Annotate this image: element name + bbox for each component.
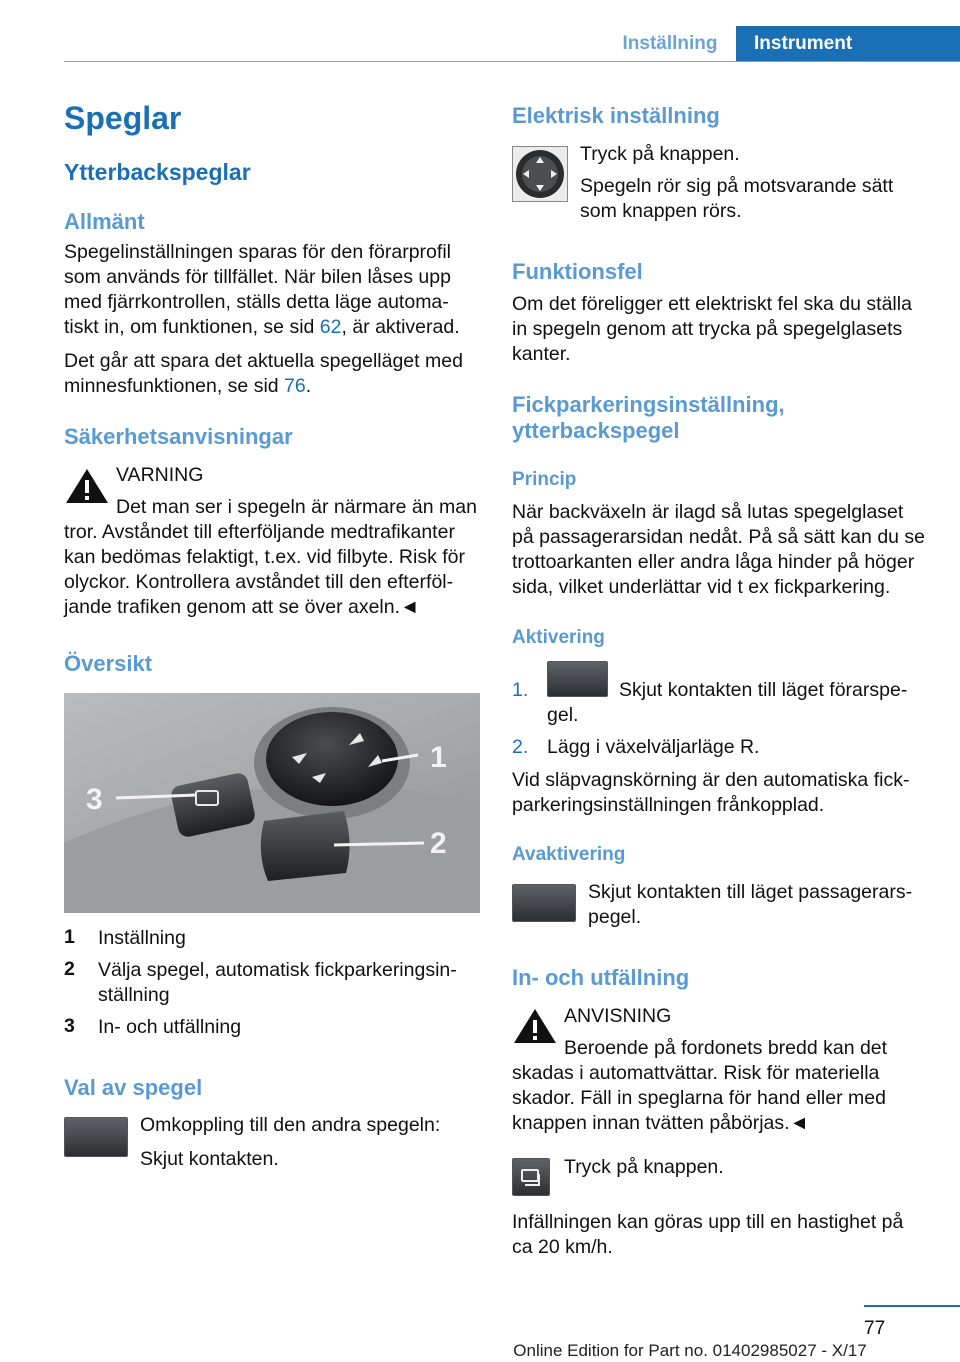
adjust-knob-thumbnail: [512, 146, 568, 202]
text-line: Spegelinställningen sparas för den förarprofil: [64, 241, 451, 263]
legend-number: 2: [64, 958, 75, 980]
elektrisk-text-line: Spegeln rör sig på motsvarande sätt: [580, 175, 894, 197]
text-line: ställning: [98, 984, 170, 1006]
notice-text-line: Beroende på fordonets bredd kan det: [564, 1037, 888, 1059]
text-line: Om det föreligger ett elektriskt fel ska du ställa: [512, 293, 912, 315]
elektrisk-text-line: Tryck på knappen.: [580, 143, 740, 165]
subheading-oversikt: Översikt: [64, 651, 153, 676]
joystick-icon: [513, 147, 567, 201]
edition-note: Online Edition for Part no. 01402985027 - X/17: [513, 1341, 867, 1360]
header-tab-instrument[interactable]: Instrument: [736, 26, 960, 62]
text: .: [305, 375, 312, 397]
text: , är aktiverad.: [341, 316, 460, 338]
subheading-princip: Princip: [512, 469, 577, 490]
step-text-line: gel.: [547, 704, 579, 726]
step-text-line: Skjut kontakten till läget förarspe‐: [619, 679, 908, 701]
text: minnesfunktionen, se sid: [64, 375, 285, 397]
page-link-62[interactable]: 62: [319, 316, 342, 338]
step-number: 2.: [512, 736, 529, 758]
subheading-fickparkering: [512, 392, 785, 444]
mirror-controls-illustration: [64, 693, 480, 913]
callout-line-2: [334, 843, 424, 845]
text-line: När backväxeln är ilagd så lutas spegelglaset: [512, 501, 904, 523]
aktivering-note: [512, 768, 942, 818]
text-line: kanter.: [512, 343, 571, 365]
text-line: Infällningen kan göras upp till en hastighet på: [512, 1211, 904, 1233]
subheading-allmant: Allmänt: [64, 209, 145, 234]
warning-text: [64, 520, 484, 620]
princip-paragraph: [512, 500, 942, 600]
text-line: skadas i automattvättar. Risk för materiella: [512, 1062, 880, 1084]
header-divider: [64, 61, 960, 62]
text-line: olyckor. Kontrollera avståndet till den efterföl‐: [64, 571, 454, 593]
page-number: 77: [864, 1318, 886, 1339]
legend-text: In- och utfällning: [98, 1016, 242, 1038]
warning-text-line: Det man ser i spegeln är närmare än man: [116, 496, 477, 518]
val-text-line: Omkoppling till den andra spegeln:: [140, 1114, 441, 1136]
step-number: 1.: [512, 679, 529, 701]
switch-driver-icon: [547, 661, 608, 697]
text-line: knappen innan tvätten påbörjas.◄: [512, 1112, 809, 1134]
heading-line: ytterbackspegel: [512, 418, 680, 443]
text-line: tror. Avståndet till efterföljande medtrafikanter: [64, 521, 455, 543]
legend-text: Inställning: [98, 927, 186, 949]
callout-label-1: 1: [430, 741, 447, 774]
text-line: Vid släpvagnskörning är den automatiska fick‐: [512, 769, 910, 791]
fold-icon: [513, 1159, 549, 1195]
text-line: [64, 315, 484, 340]
legend-number: 3: [64, 1015, 75, 1037]
text-line: parkeringsinställningen frånkopplad.: [512, 794, 825, 816]
heading-line: Fickparkeringsinställning,: [512, 392, 785, 417]
page-link-76[interactable]: 76: [284, 375, 306, 397]
warning-icon: [512, 1006, 558, 1046]
text-line: Det går att spara det aktuella spegelläget med: [64, 350, 463, 372]
text-line: in spegeln genom att trycka på spegelglasets: [512, 318, 903, 340]
legend-number: 1: [64, 926, 75, 948]
switch-passenger-icon: [512, 884, 576, 922]
text-line: ca 20 km/h.: [512, 1236, 613, 1258]
elektrisk-text-line: som knappen rörs.: [580, 200, 742, 222]
avaktivering-text-line: pegel.: [588, 906, 642, 928]
funktionsfel-paragraph: [512, 292, 942, 367]
text-line: skador. Fäll in speglarna för hand eller med: [512, 1087, 886, 1109]
mirror-controls-photo: [64, 693, 480, 913]
text-line: kan bedömas felaktigt, t.ex. vid filbyte. Risk för: [64, 546, 466, 568]
notice-label: ANVISNING: [564, 1005, 672, 1027]
text-line: Välja spegel, automatisk fickparkeringsin‐: [98, 959, 457, 981]
notice-text: [512, 1061, 942, 1136]
text-line: sida, vilket underlättar vid t ex fickparkering.: [512, 576, 891, 598]
subheading-val-av-spegel: Val av spegel: [64, 1075, 203, 1100]
allmant-paragraph-2: [64, 349, 484, 399]
subheading-aktivering: Aktivering: [512, 627, 605, 648]
val-text-line: Skjut kontakten.: [140, 1148, 279, 1170]
step-text-line: Lägg i växelväljarläge R.: [547, 736, 760, 758]
text-line: trottoarkanten eller andra låga hinder på höger: [512, 551, 915, 573]
text-line: med fjärrkontrollen, ställs detta läge automa‐: [64, 291, 449, 313]
text-line: [64, 374, 484, 399]
text-line: som används för tillfället. När bilen låses upp: [64, 266, 451, 288]
callout-label-2: 2: [430, 827, 447, 860]
callout-label-3: 3: [86, 783, 103, 816]
text: tiskt in, om funktionen, se sid: [64, 316, 320, 338]
text-line: på passagerarsidan nedåt. På så sätt kan du se: [512, 526, 926, 548]
subheading-sakerhetsanvisningar: Säkerhetsanvisningar: [64, 424, 293, 449]
warning-label: VARNING: [116, 464, 204, 486]
fold-button-icon: [512, 1158, 550, 1196]
allmant-paragraph-1: [64, 240, 484, 340]
subheading-avaktivering: Avaktivering: [512, 844, 626, 865]
press-button-text: Tryck på knappen.: [564, 1156, 724, 1178]
footer-divider: [864, 1305, 960, 1307]
subheading-in-och-utfallning: In- och utfällning: [512, 965, 690, 990]
page-title: Speglar: [64, 100, 182, 136]
header-tab-installning[interactable]: Inställning: [622, 33, 718, 54]
legend-text: [98, 958, 488, 1008]
text-line: jande trafiken genom att se över axeln.◄: [64, 596, 420, 618]
avaktivering-text-line: Skjut kontakten till läget passagerars‐: [588, 881, 913, 903]
warning-icon: [64, 466, 110, 506]
mirror-switch-icon: [64, 1117, 128, 1157]
subheading-elektrisk-installning: Elektrisk inställning: [512, 103, 720, 128]
speed-paragraph: [512, 1210, 942, 1260]
subheading-funktionsfel: Funktionsfel: [512, 259, 643, 284]
section-heading-ytterbackspeglar: Ytterbackspeglar: [64, 159, 251, 185]
